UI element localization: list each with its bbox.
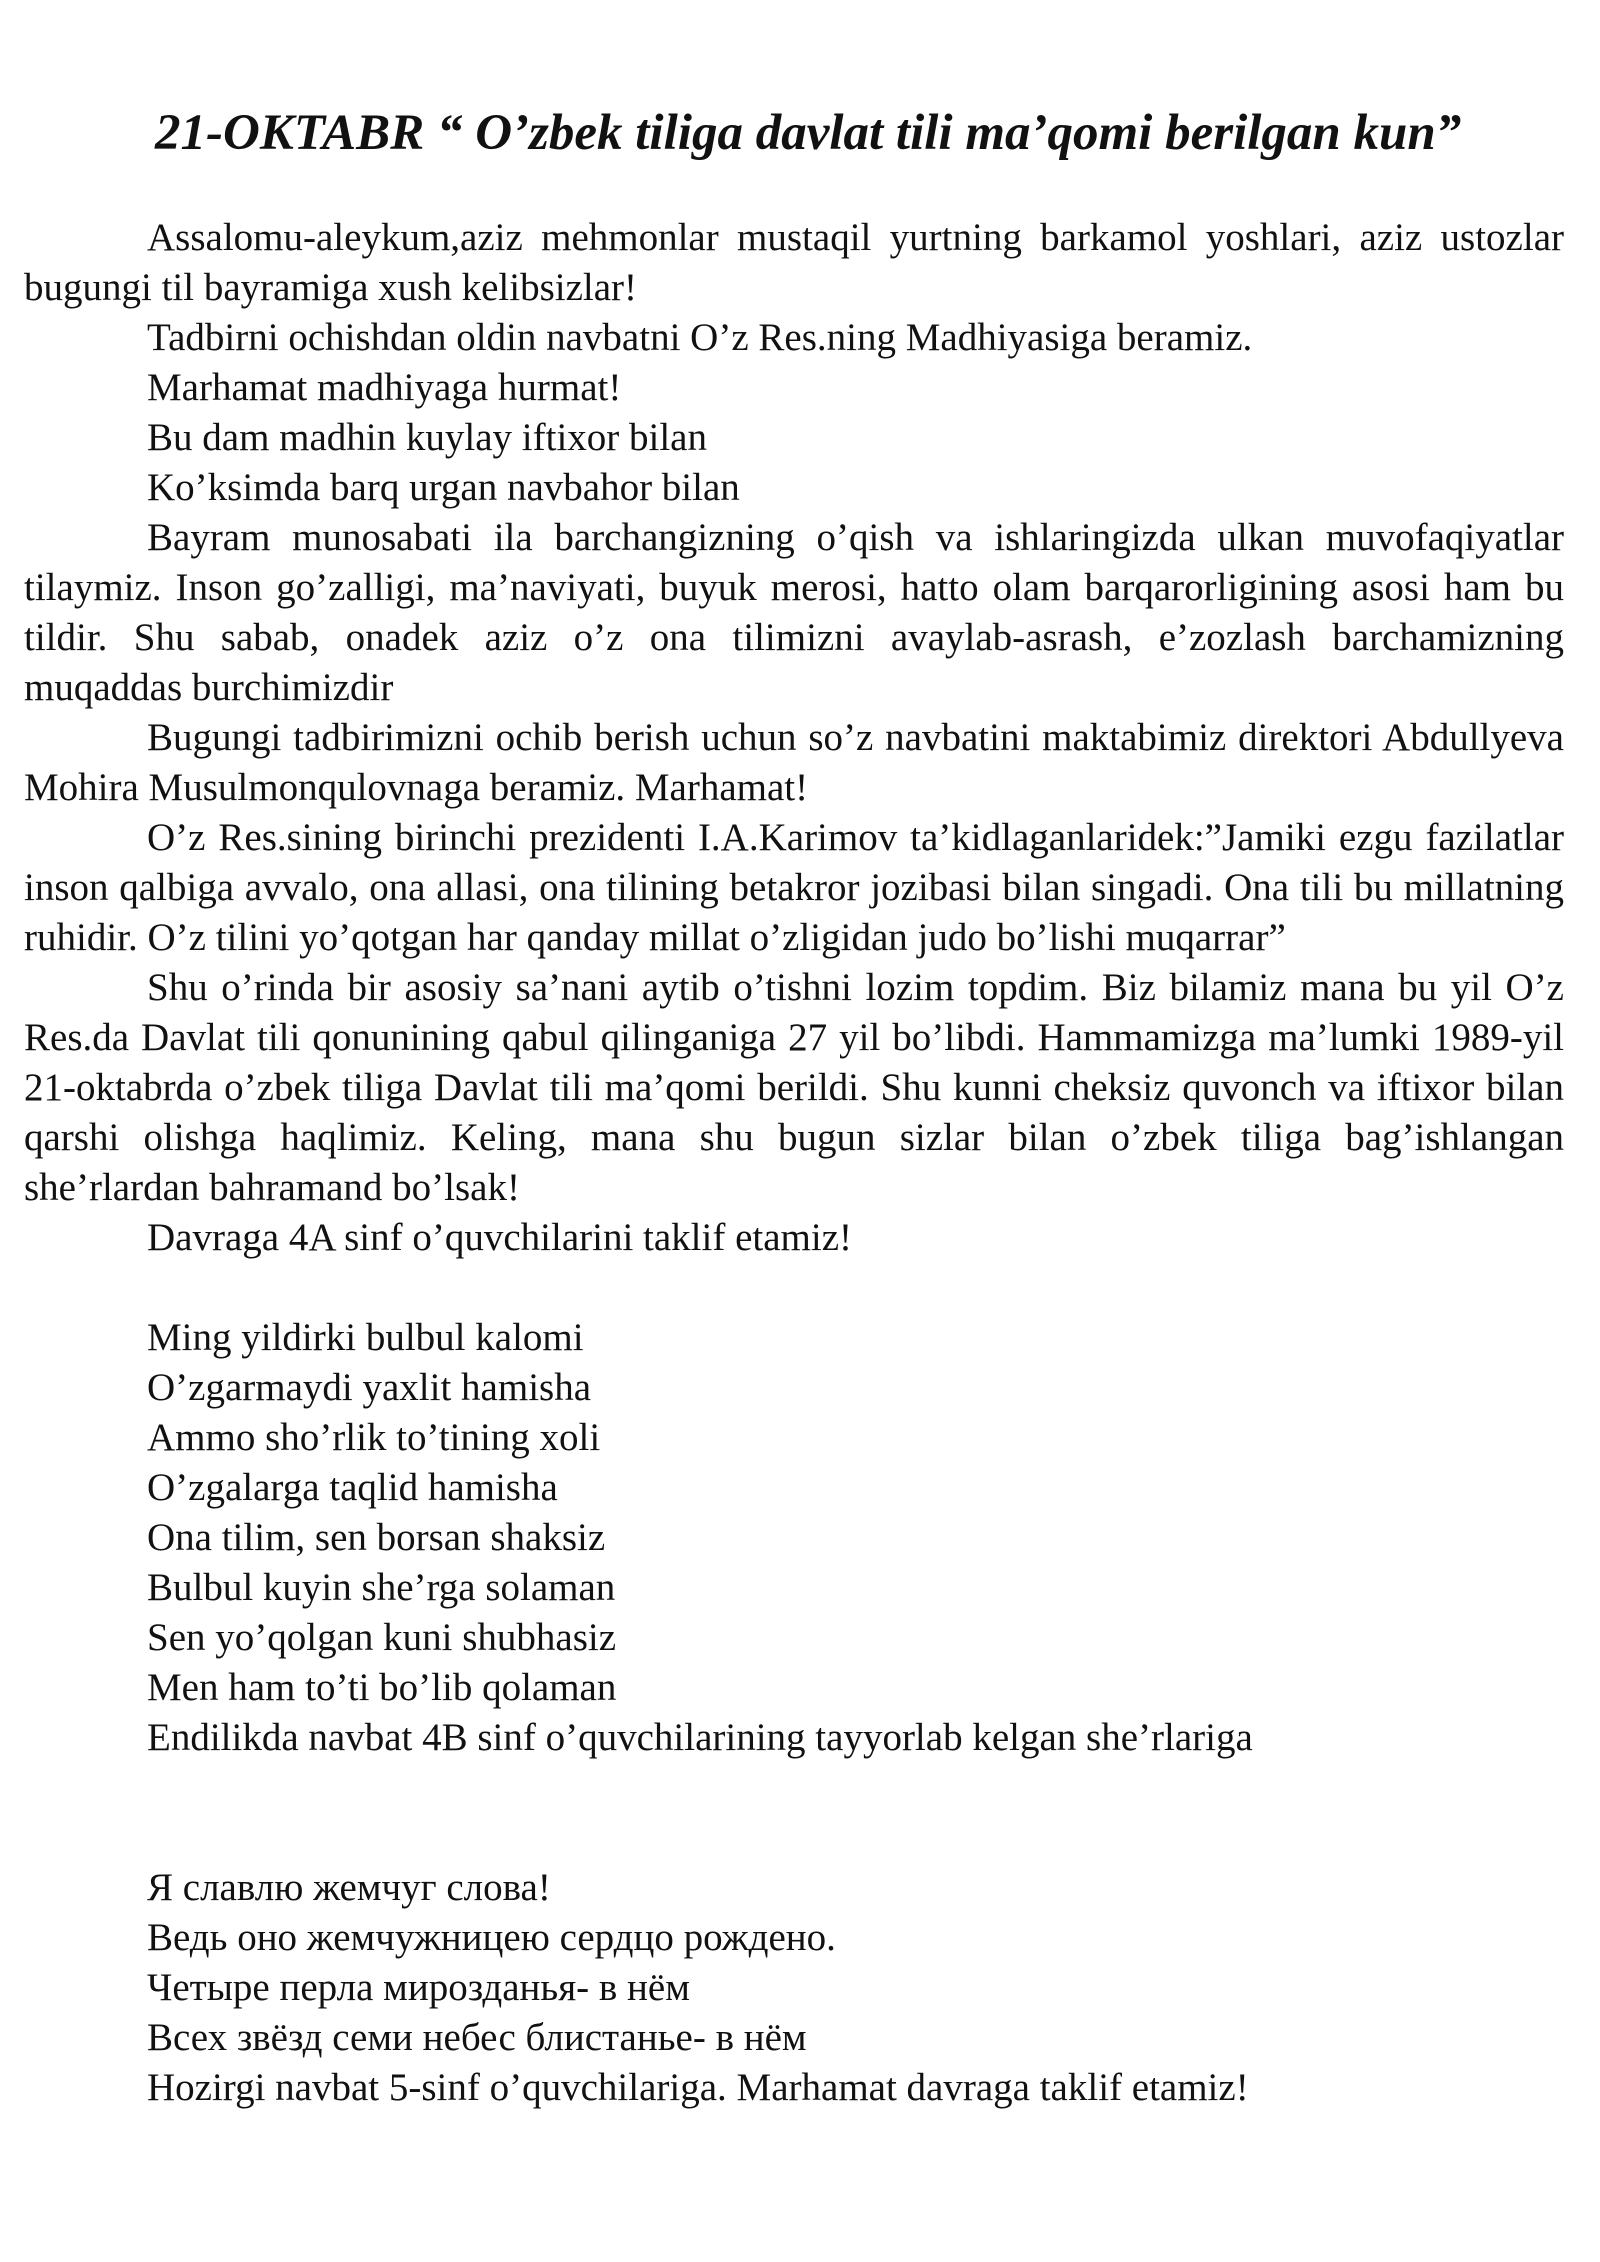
line-anthem-respect: Marhamat madhiyaga hurmat!	[147, 366, 622, 409]
poem-line: Sen yo’qolgan kuni shubhasiz	[147, 1616, 617, 1659]
poem-uzbek	[24, 1313, 1564, 1713]
poem-russian	[24, 1863, 1564, 2063]
poem-line: O’zgarmaydi yaxlit hamisha	[147, 1366, 592, 1409]
spacer	[24, 1763, 1564, 1863]
poem-line: Men ham to’ti bo’lib qolaman	[147, 1666, 617, 1709]
paragraph-quote: O’z Res.sining birinchi prezidenti I.A.Karimov ta’kidlaganlaridek:”Jamiki ezgu fazilatlar inson qalbiga avvalo, ona allasi, ona tilining betakror jozibasi bilan singadi. Ona tili bu millatning ruhidir. O’z tilini yo’qotgan har qanday millat o’zligidan judo bo’lishi muqarrar”	[24, 816, 1564, 959]
poem-line: Четыре перла мирозданья- в нём	[147, 1966, 690, 2009]
line-anthem-verse-1: Bu dam madhin kuylay iftixor bilan	[147, 416, 707, 459]
line-invite-5: Hozirgi navbat 5-sinf o’quvchilariga. Marhamat davraga taklif etamiz!	[147, 2066, 1249, 2109]
spacer	[24, 1263, 1564, 1313]
paragraph-history: Shu o’rinda bir asosiy sa’nani aytib o’tishni lozim topdim. Biz bilamiz mana bu yil O’z Res.da Davlat tili qonunining qabul qilinganiga 27 yil bo’libdi. Hammamizga ma’lumki 1989-yil 21-oktabrda o’zbek tiliga Davlat tili ma’qomi berildi. Shu kunni cheksiz quvonch va iftixor bilan qarshi olishga haqlimiz. Keling, mana shu bugun sizlar bilan o’zbek tiliga bag’ishlangan she’rlardan bahramand bo’lsak!	[24, 966, 1564, 1209]
page-title: 21-OKTABR “ O’zbek tiliga davlat tili ma’qomi berilgan kun”	[155, 105, 1462, 161]
poem-line: Ammo sho’rlik to’tining xoli	[147, 1416, 601, 1459]
paragraph-director: Bugungi tadbirimizni ochib berish uchun so’z navbatini maktabimiz direktori Abdullyeva Mohira Musulmonqulovnaga beramiz. Marhamat!	[24, 716, 1564, 809]
line-anthem-intro: Tadbirni ochishdan oldin navbatni O’z Res.ning Madhiyasiga beramiz.	[147, 316, 1253, 359]
line-invite-4b: Endilikda navbat 4B sinf o’quvchilarining tayyorlab kelgan she’rlariga	[147, 1716, 1253, 1759]
document-body	[24, 213, 1564, 2113]
paragraph-wishes: Bayram munosabati ila barchangizning o’qish va ishlaringizda ulkan muvofaqiyatlar tilaymiz. Inson go’zalligi, ma’naviyati, buyuk merosi, hatto olam barqarorligining asosi ham bu tildir. Shu sabab, onadek aziz o’z ona tilimizni avaylab-asrash, e’zozlash barchamizning muqaddas burchimizdir	[24, 516, 1564, 709]
line-anthem-verse-2: Ko’ksimda barq urgan navbahor bilan	[147, 466, 740, 509]
poem-line: Всех звёзд семи небес блистанье- в нём	[147, 2016, 807, 2059]
poem-line: Ming yildirki bulbul kalomi	[147, 1316, 584, 1359]
poem-line: Я славлю жемчуг слова!	[147, 1866, 551, 1909]
line-invite-4a: Davraga 4A sinf o’quvchilarini taklif etamiz!	[147, 1216, 853, 1259]
poem-line: Ona tilim, sen borsan shaksiz	[147, 1516, 606, 1559]
poem-line: O’zgalarga taqlid hamisha	[147, 1466, 558, 1509]
paragraph-greeting: Assalomu-aleykum,aziz mehmonlar mustaqil yurtning barkamol yoshlari, aziz ustozlar bugungi til bayramiga xush kelibsizlar!	[24, 216, 1564, 309]
poem-line: Ведь оно жемчужницею сердцо рождено.	[147, 1916, 836, 1959]
poem-line: Bulbul kuyin she’rga solaman	[147, 1566, 616, 1609]
